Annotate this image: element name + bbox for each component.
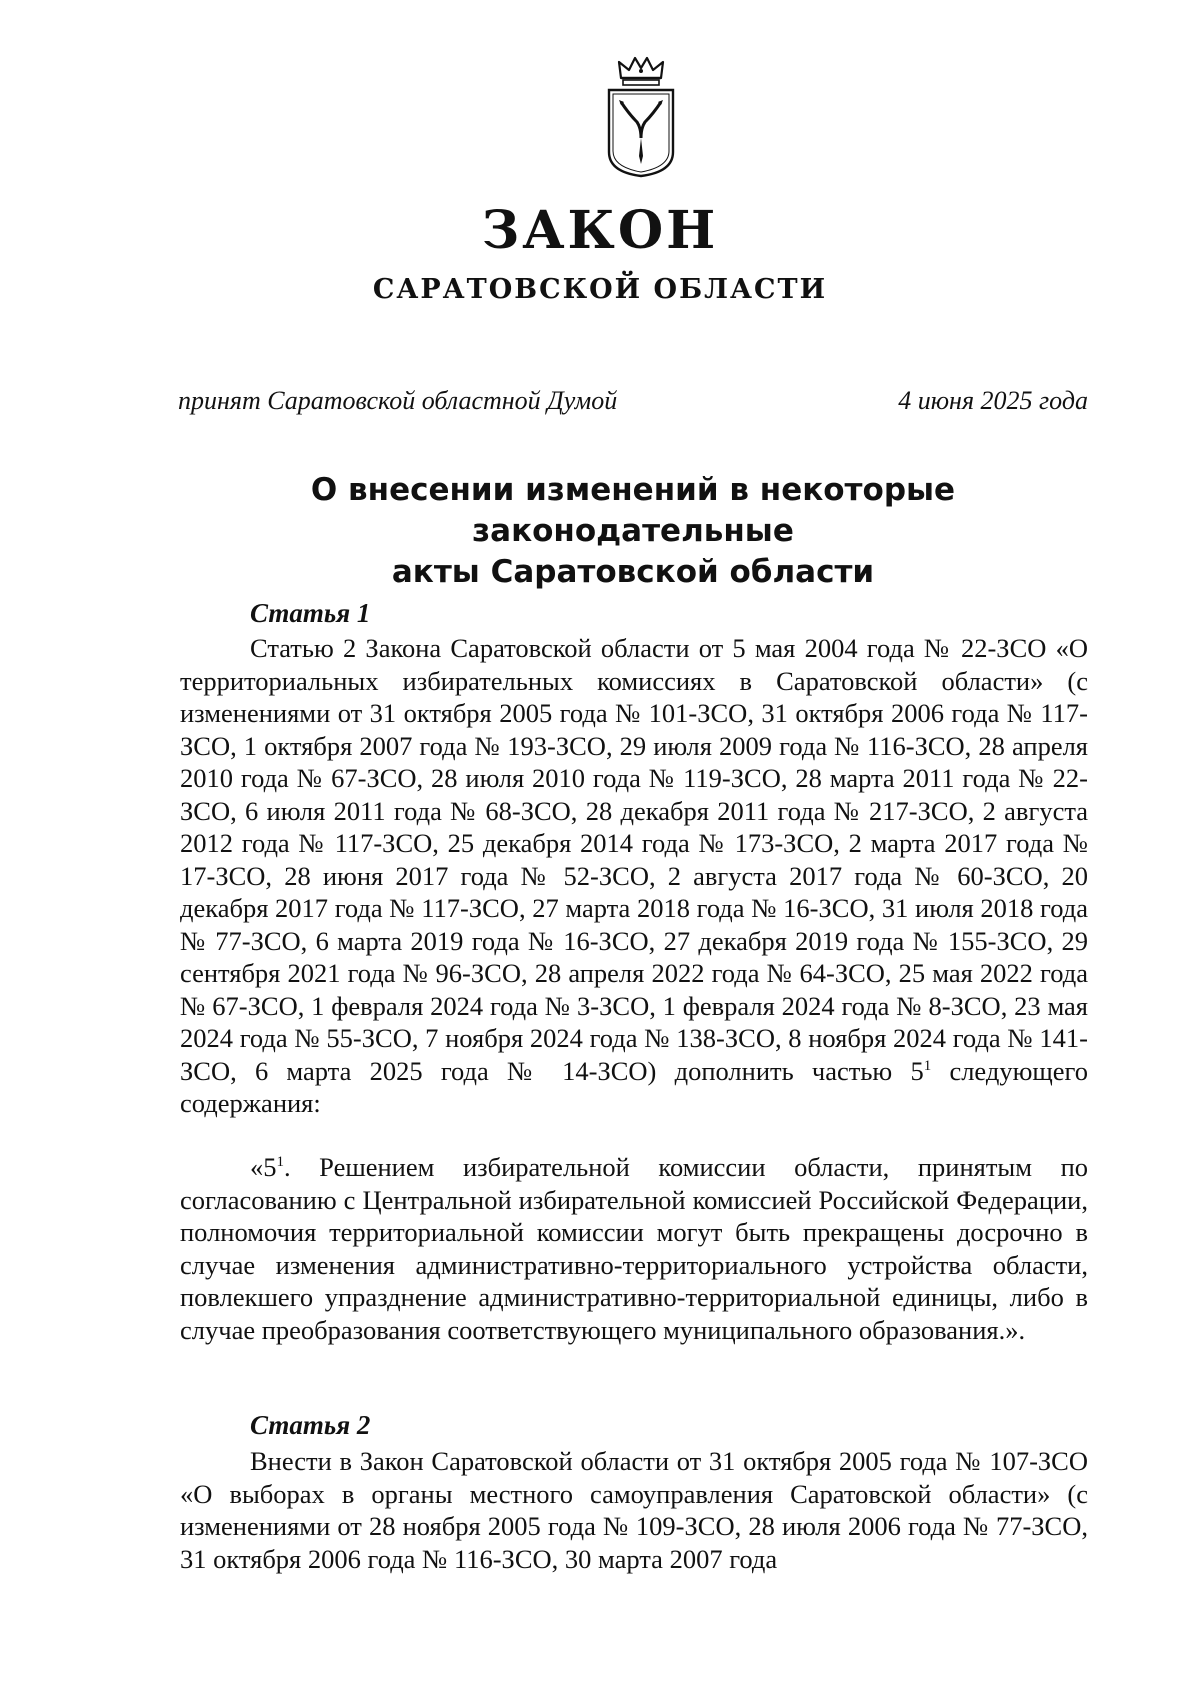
adopted-by: принят Саратовской областной Думой (178, 386, 618, 415)
document-title (170, 470, 1096, 593)
quote-open: «5 (250, 1152, 277, 1182)
law-title: ЗАКОН (481, 200, 719, 261)
article-2-heading: Статья 2 (250, 1410, 371, 1440)
quote-superscript: 1 (276, 1154, 284, 1171)
saratov-coat-of-arms-icon (605, 56, 677, 178)
article-1-tail: следующего содержания: (180, 1055, 1088, 1118)
article-1-text (180, 632, 1088, 1120)
article-1-quoted-part (180, 1151, 1088, 1346)
adoption-date: 4 июня 2025 года (898, 386, 1088, 415)
document-title-line1: О внесении изменений в некоторые законодательные (310, 472, 956, 549)
document-title-line2: акты Саратовской области (391, 554, 875, 590)
article-1-main: Статью 2 Закона Саратовской области от 5 мая 2004 года № 22-ЗСО «О территориальных избирательных комиссиях в Саратовской области» (с изменениями от 31 октября 2005 года № 101-ЗСО, 31 октября 2006 года № 117-ЗСО, 1 октября 2007 года № 193-ЗСО, 29 июля 2009 года № 116-ЗСО, 28 апреля 2010 года № 67-ЗСО, 28 июля 2010 года № 119-ЗСО, 28 марта 2011 года № 22-ЗСО, 6 июля 2011 года № 68-ЗСО, 28 декабря 2011 года № 217-ЗСО, 2 августа 2012 года № 117-ЗСО, 25 декабря 2014 года № 173-ЗСО, 2 марта 2017 года № 17-ЗСО, 28 июня 2017 года № 52-ЗСО, 2 августа 2017 года № 60-ЗСО, 20 декабря 2017 года № 117-ЗСО, 27 марта 2018 года № 16-ЗСО, 31 июля 2018 года № 77-ЗСО, 6 марта 2019 года № 16-ЗСО, 27 декабря 2019 года № 155-ЗСО, 29 сентября 2021 года № 96-ЗСО, 28 апреля 2022 года № 64-ЗСО, 25 мая 2022 года № 67-ЗСО, 1 февраля 2024 года № 3-ЗСО, 1 февраля 2024 года № 8-ЗСО, 23 мая 2024 года № 55-ЗСО, 7 ноября 2024 года № 138-ЗСО, 8 ноября 2024 года № 141-ЗСО, 6 марта 2025 года № 14-ЗСО) дополнить частью 5 (180, 633, 1088, 1086)
article-1-heading: Статья 1 (250, 598, 371, 628)
article-2-text: Внести в Закон Саратовской области от 31 октября 2005 года № 107-ЗСО «О выборах в органы местного самоуправления Саратовской области» (с изменениями от 28 ноября 2005 года № 109-ЗСО, 28 июля 2006 года № 77-ЗСО, 31 октября 2006 года № 116-ЗСО, 30 марта 2007 года (180, 1446, 1088, 1574)
article-1-superscript: 1 (923, 1057, 932, 1074)
quote-body: . Решением избирательной комиссии области, принятым по согласованию с Центральной избирательной комиссией Российской Федерации, полномочия территориальной комиссии могут быть прекращены досрочно в случае изменения административно-территориального устройства области, повлекшего упразднение административно-территориальной единицы, либо в случае преобразования соответствующего муниципального образования.». (180, 1152, 1088, 1345)
region-subtitle: САРАТОВСКОЙ ОБЛАСТИ (372, 274, 828, 305)
